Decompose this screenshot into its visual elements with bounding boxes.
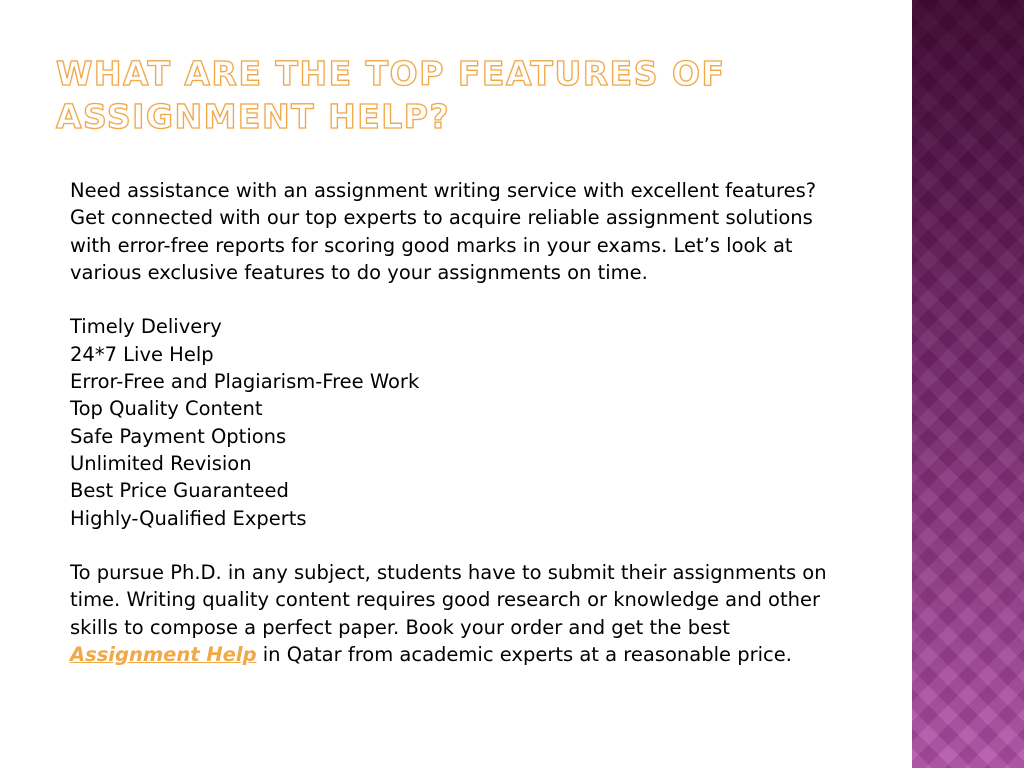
- feature-item: Unlimited Revision: [70, 451, 252, 475]
- feature-list: [70, 313, 850, 531]
- feature-item: Highly-Qualified Experts: [70, 506, 307, 530]
- assignment-help-link[interactable]: Assignment Help: [70, 643, 257, 667]
- feature-item: Timely Delivery: [70, 315, 222, 339]
- closing-text-after: in Qatar from academic experts at a reasonable price.: [256, 643, 792, 667]
- decorative-side-band: [912, 0, 1024, 768]
- slide-body: [70, 177, 850, 668]
- feature-item: Error-Free and Plagiarism-Free Work: [70, 370, 420, 394]
- feature-item: Top Quality Content: [70, 397, 263, 421]
- intro-paragraph: Need assistance with an assignment writing service with excellent features? Get connected with our top experts to acquire reliable assignment solutions with error-free reports for scoring good marks in your exams. Let’s look at various exclusive features to do your assignments on time.: [70, 179, 817, 284]
- feature-item: Best Price Guaranteed: [70, 479, 289, 503]
- closing-paragraph: [70, 559, 850, 668]
- feature-item: Safe Payment Options: [70, 424, 287, 448]
- feature-item: 24*7 Live Help: [70, 342, 214, 366]
- spacer: [70, 286, 850, 313]
- slide-title: WHAT ARE THE TOP FEATURES OF ASSIGNMENT HELP?: [56, 54, 726, 136]
- spacer: [70, 532, 850, 559]
- closing-text-before: To pursue Ph.D. in any subject, students have to submit their assignments on time. Writing quality content requires good research or knowledge and other skills to compose a perfect paper. Book your order and get the best: [70, 561, 827, 639]
